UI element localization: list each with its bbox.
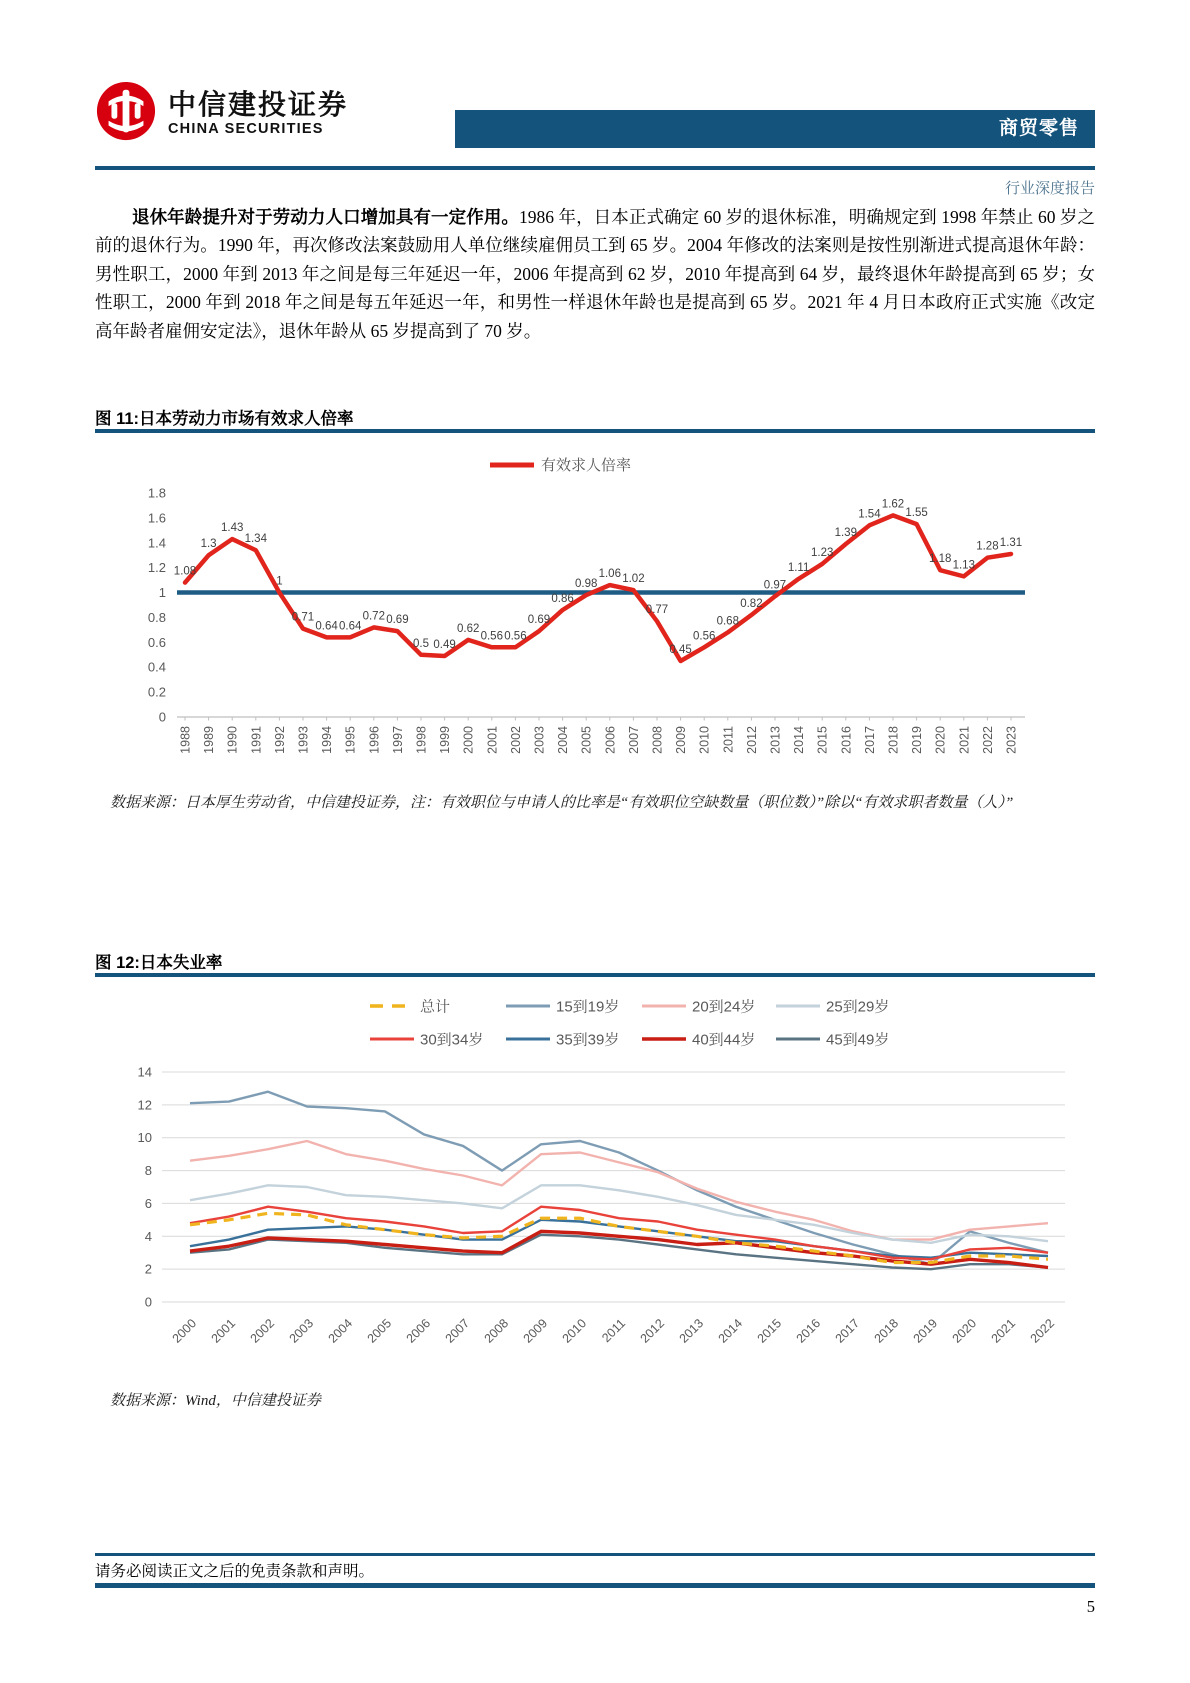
logo-text-en: CHINA SECURITIES: [168, 120, 324, 137]
svg-text:2023: 2023: [1004, 726, 1019, 754]
svg-text:2011: 2011: [721, 726, 736, 753]
svg-text:2022: 2022: [980, 726, 995, 754]
svg-text:1.4: 1.4: [147, 535, 166, 551]
svg-text:1999: 1999: [438, 726, 453, 754]
svg-text:1.18: 1.18: [929, 553, 952, 566]
svg-text:2002: 2002: [508, 726, 523, 754]
svg-text:20到24岁: 20到24岁: [692, 998, 756, 1016]
page-number: 5: [1086, 1597, 1095, 1616]
svg-text:0.62: 0.62: [457, 622, 480, 635]
svg-text:2009: 2009: [674, 726, 689, 754]
svg-text:0.69: 0.69: [386, 614, 409, 627]
svg-text:1.2: 1.2: [147, 560, 166, 576]
svg-text:2003: 2003: [532, 726, 547, 754]
svg-text:2020: 2020: [933, 726, 948, 754]
svg-text:0.68: 0.68: [716, 615, 739, 628]
svg-text:35到39岁: 35到39岁: [556, 1031, 620, 1049]
svg-text:2017: 2017: [862, 726, 877, 754]
svg-text:2016: 2016: [839, 726, 854, 754]
svg-text:2007: 2007: [626, 726, 641, 754]
svg-text:1.54: 1.54: [858, 508, 881, 521]
svg-text:2002: 2002: [247, 1316, 278, 1346]
paragraph-bold-lead: 退休年龄提升对于劳动力人口增加具有一定作用。: [132, 207, 520, 227]
company-logo: [95, 80, 348, 147]
figure12-chart: [120, 984, 1070, 1376]
svg-text:1995: 1995: [343, 726, 358, 754]
svg-text:2001: 2001: [208, 1316, 239, 1346]
svg-text:1.23: 1.23: [811, 546, 834, 559]
svg-text:2011: 2011: [599, 1316, 629, 1346]
figure12-source-note: 数据来源：Wind，中信建投证券: [110, 1393, 321, 1409]
figure12-title: 图 12:日本失业率: [95, 954, 223, 972]
figure11-chart: [120, 440, 1070, 780]
svg-text:2014: 2014: [715, 1316, 746, 1346]
svg-text:1.43: 1.43: [221, 522, 244, 535]
svg-text:2021: 2021: [957, 726, 972, 754]
svg-text:0.82: 0.82: [740, 597, 763, 610]
svg-text:2018: 2018: [871, 1316, 902, 1346]
svg-text:2003: 2003: [286, 1316, 317, 1346]
svg-text:45到49岁: 45到49岁: [826, 1031, 890, 1049]
svg-text:1.06: 1.06: [598, 568, 621, 581]
svg-text:2000: 2000: [169, 1316, 200, 1346]
svg-text:0.56: 0.56: [480, 630, 503, 643]
svg-text:1998: 1998: [414, 726, 429, 754]
svg-text:总计: 总计: [420, 998, 451, 1016]
svg-text:0.72: 0.72: [362, 610, 385, 623]
body-paragraph: [95, 203, 1095, 345]
svg-text:2015: 2015: [815, 726, 830, 754]
svg-text:有效求人倍率: 有效求人倍率: [541, 457, 632, 474]
svg-text:1: 1: [276, 575, 283, 588]
svg-text:1994: 1994: [320, 726, 335, 754]
figure11-source-note: 数据来源：日本厚生劳动省，中信建投证券，注：有效职位与申请人的比率是“有效职位空缺数量（职位数）”除以“有效求职者数量（人）”: [110, 795, 1014, 811]
svg-text:2012: 2012: [637, 1316, 668, 1346]
svg-text:1.3: 1.3: [200, 538, 217, 551]
svg-text:1.13: 1.13: [952, 559, 975, 572]
svg-text:1997: 1997: [390, 726, 405, 754]
svg-text:2007: 2007: [442, 1316, 473, 1346]
figure12-title-rule: [95, 973, 1095, 977]
svg-text:1991: 1991: [249, 726, 264, 754]
figure11-title-rule: [95, 429, 1095, 433]
report-type-label: 行业深度报告: [1004, 180, 1095, 197]
svg-text:2005: 2005: [364, 1316, 395, 1346]
svg-text:2006: 2006: [403, 1316, 434, 1346]
svg-text:0.49: 0.49: [433, 639, 456, 652]
svg-text:2: 2: [144, 1261, 152, 1277]
svg-text:40到44岁: 40到44岁: [692, 1031, 756, 1049]
svg-text:6: 6: [144, 1195, 152, 1211]
svg-text:2008: 2008: [650, 726, 665, 754]
svg-text:10: 10: [137, 1130, 152, 1146]
svg-text:30到34岁: 30到34岁: [420, 1031, 484, 1049]
svg-text:2017: 2017: [832, 1316, 863, 1346]
svg-text:1.11: 1.11: [787, 561, 810, 574]
svg-text:0.45: 0.45: [669, 644, 692, 656]
footer-rule-bottom: [95, 1583, 1095, 1588]
svg-text:0: 0: [158, 709, 166, 725]
svg-text:2022: 2022: [1027, 1316, 1058, 1346]
logo-text-cn: 中信建投证券: [168, 89, 349, 121]
paragraph-body-text: 1986 年，日本正式确定 60 岁的退休标准，明确规定到 1998 年禁止 60 岁之前的退休行为。1990 年，再次修改法案鼓励用人单位继续雇佣员工到 65 岁。2004 年修改的法案则是按性别渐进式提高退休年龄：男性职工，2000 年到 2013 年之间是每三年延迟一年，2006 年提高到 62 岁，2010 年提高到 64 岁，最终退休年龄提高到 65 岁；女性职工，2000 年到 2018 年之间是每五年延迟一年，和男性一样退休年龄也是提高到 65 岁。2021 年 4 月日本政府正式实施《改定高年龄者雇佣安定法》，退休年龄从 65 岁提高到了 70 岁。: [95, 207, 1096, 341]
svg-text:2008: 2008: [481, 1316, 512, 1346]
svg-text:1.8: 1.8: [147, 485, 166, 501]
svg-text:0.8: 0.8: [147, 609, 166, 625]
svg-text:2018: 2018: [886, 726, 901, 754]
footer-disclaimer: 请务必阅读正文之后的免责条款和声明。: [95, 1563, 375, 1580]
svg-text:2021: 2021: [988, 1316, 1019, 1346]
svg-text:0.6: 0.6: [147, 634, 166, 650]
svg-text:12: 12: [137, 1097, 152, 1113]
svg-text:2006: 2006: [603, 726, 618, 754]
sector-badge: 商贸零售: [455, 110, 1095, 148]
svg-text:0.64: 0.64: [315, 620, 338, 633]
svg-text:0.98: 0.98: [575, 578, 598, 591]
svg-text:2019: 2019: [910, 726, 925, 754]
svg-text:1.28: 1.28: [976, 540, 999, 553]
svg-text:0.4: 0.4: [147, 659, 166, 675]
svg-text:2013: 2013: [676, 1316, 707, 1346]
svg-text:2004: 2004: [556, 726, 571, 754]
svg-text:4: 4: [144, 1228, 152, 1244]
svg-text:2001: 2001: [485, 726, 500, 754]
svg-text:1993: 1993: [296, 726, 311, 754]
svg-text:2013: 2013: [768, 726, 783, 754]
svg-text:1.6: 1.6: [147, 510, 166, 526]
svg-text:0.69: 0.69: [527, 614, 551, 627]
svg-text:1: 1: [158, 585, 166, 601]
svg-text:0.2: 0.2: [147, 684, 166, 700]
svg-text:0.64: 0.64: [339, 620, 362, 633]
svg-text:1.08: 1.08: [173, 565, 197, 578]
svg-text:2010: 2010: [697, 726, 712, 754]
svg-text:0.86: 0.86: [551, 592, 574, 605]
svg-text:1.02: 1.02: [622, 573, 645, 586]
svg-text:0.5: 0.5: [413, 637, 429, 650]
svg-text:0.97: 0.97: [763, 579, 787, 592]
svg-text:1988: 1988: [178, 726, 193, 754]
svg-text:2010: 2010: [559, 1316, 590, 1346]
svg-text:1990: 1990: [225, 726, 240, 754]
svg-text:2000: 2000: [461, 726, 476, 754]
svg-text:2015: 2015: [754, 1316, 785, 1346]
svg-text:15到19岁: 15到19岁: [556, 998, 620, 1016]
svg-text:1.55: 1.55: [905, 507, 928, 520]
svg-text:2019: 2019: [910, 1316, 941, 1346]
svg-text:1.39: 1.39: [834, 527, 857, 540]
svg-text:8: 8: [144, 1163, 152, 1179]
svg-text:0.56: 0.56: [504, 630, 527, 643]
svg-text:1.62: 1.62: [881, 498, 905, 511]
svg-text:1996: 1996: [367, 726, 382, 754]
svg-text:1.31: 1.31: [999, 536, 1023, 549]
svg-text:2004: 2004: [325, 1316, 356, 1346]
svg-text:25到29岁: 25到29岁: [826, 998, 890, 1016]
svg-text:2016: 2016: [793, 1316, 824, 1346]
figure11-title: 图 11:日本劳动力市场有效求人倍率: [95, 410, 354, 428]
svg-text:2012: 2012: [744, 726, 759, 754]
svg-text:2009: 2009: [520, 1316, 551, 1346]
footer-rule-top: [95, 1553, 1095, 1556]
svg-text:2014: 2014: [792, 726, 807, 754]
svg-text:0.56: 0.56: [693, 630, 716, 643]
header-rule: [95, 166, 1095, 170]
svg-text:0.77: 0.77: [645, 604, 669, 617]
svg-text:2020: 2020: [949, 1316, 980, 1346]
svg-text:1.34: 1.34: [244, 533, 267, 546]
svg-text:0.71: 0.71: [291, 611, 315, 624]
svg-text:0: 0: [144, 1294, 152, 1310]
svg-text:2005: 2005: [579, 726, 594, 754]
citic-emblem-icon: [95, 80, 157, 147]
svg-text:1992: 1992: [272, 726, 287, 754]
svg-text:14: 14: [137, 1064, 152, 1080]
svg-text:1989: 1989: [202, 726, 217, 754]
